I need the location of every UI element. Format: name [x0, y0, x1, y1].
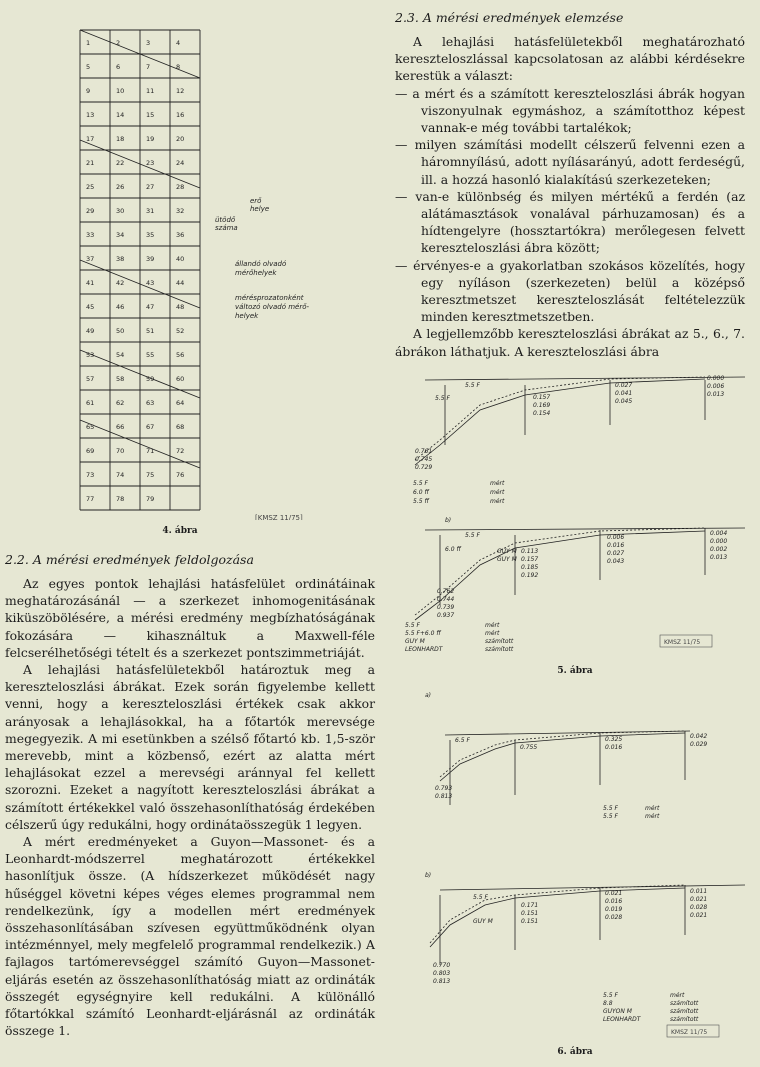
fig4-node-number: 10 — [116, 87, 125, 95]
fig4-node-number: 26 — [116, 183, 125, 191]
fig5b-label: b) — [445, 517, 452, 524]
fig5-stamp: KMSZ 11/75 — [664, 639, 701, 646]
question-4: — érvényes-e a gyakorlatban szokásos közelítés, hogy egy nyíláson (szerkezeten) belül a középső keresztmetszet kereszteloszlását feltételezzük minden keresztmetszetben. — [395, 257, 745, 325]
fig4-node-number: 73 — [86, 471, 95, 479]
fig4-node-number: 50 — [116, 327, 125, 335]
fig4-node-number: 6 — [116, 63, 121, 71]
fig6b-val5-0: 0.770 — [433, 962, 451, 969]
fig5b-val3-1: 0.016 — [607, 542, 625, 549]
fig6b-val1-0: 5.5 F — [473, 894, 488, 901]
fig4-node-number: 17 — [86, 135, 95, 143]
fig4-legend-2b: száma — [215, 224, 238, 232]
fig4-node-number: 63 — [146, 399, 155, 407]
fig6b-val3-2: 0.019 — [605, 906, 623, 913]
fig5b-val5-1: 0.744 — [437, 596, 455, 603]
fig5b-val4-3: 0.013 — [710, 554, 728, 561]
fig6b-val3-1: 0.016 — [605, 898, 623, 905]
fig5b-val5-0: 0.762 — [437, 588, 455, 595]
fig4-node-number: 21 — [86, 159, 95, 167]
fig6a-leg-r0: mért — [645, 805, 660, 812]
fig4-node-number: 39 — [146, 255, 155, 263]
fig4-node-number: 25 — [86, 183, 95, 191]
fig5a-leg-l2: 5.5 ff — [413, 498, 429, 505]
fig6-stamp: KMSZ 11/75 — [671, 1029, 708, 1036]
fig4-node-number: 49 — [86, 327, 95, 335]
fig6b-leg-r2: számított — [670, 1008, 699, 1015]
fig4-node-number: 8 — [176, 63, 181, 71]
fig4-node-number: 16 — [176, 111, 185, 119]
fig4-node-number: 3 — [146, 39, 151, 47]
fig5a-val5-2: 0.729 — [415, 464, 433, 471]
fig4-node-number: 32 — [176, 207, 185, 215]
fig4-node-number: 11 — [146, 87, 155, 95]
fig5a-val1-1: 5.5 F — [435, 395, 450, 402]
fig6a-label: a) — [425, 692, 432, 699]
fig6b-leg-r3: számított — [670, 1016, 699, 1023]
fig5b-val2-2: 0.185 — [521, 564, 539, 571]
fig4-node-number: 52 — [176, 327, 185, 335]
fig6a-val2-1: 0.016 — [605, 744, 623, 751]
fig4-node-number: 69 — [86, 447, 95, 455]
fig5a-leg-l0: 5.5 F — [413, 480, 428, 487]
fig4-node-number: 46 — [116, 303, 125, 311]
sec22-paragraph-1: Az egyes pontok lehajlási hatásfelület ordinátáinak meghatározásánál — a szerkezet inhomogenitásának kiküszöbölésére, a mérési eredmény megbízhatóságának fokozására — kihasználtuk a Maxwell-féle felcserélhetőségi tételt és a szerkezet pontszimmetriáját. — [5, 576, 375, 660]
fig5b-val2-1: 0.157 — [521, 556, 539, 563]
figure-6 — [385, 685, 760, 1045]
fig4-node-number: 55 — [146, 351, 155, 359]
fig4-node-number: 43 — [146, 279, 155, 287]
fig4-node-number: 13 — [86, 111, 95, 119]
fig4-legend-3a: állandó olvadó — [235, 260, 287, 268]
fig6a-val3-0: 0.042 — [690, 733, 708, 740]
fig6b-val2-2: 0.151 — [521, 918, 539, 925]
fig6a-val1-1: 0.755 — [520, 744, 538, 751]
fig4-node-number: 53 — [86, 351, 95, 359]
fig4-node-number: 2 — [116, 39, 121, 47]
fig4-node-number: 34 — [116, 231, 125, 239]
fig5b-leg-r0: mért — [485, 622, 500, 629]
fig5b-val2-3: 0.192 — [521, 572, 539, 579]
fig4-node-number: 76 — [176, 471, 185, 479]
fig6a-val2-0: 0.325 — [605, 736, 623, 743]
fig4-legend-4c: helyek — [235, 312, 259, 320]
fig4-node-number: 57 — [86, 375, 95, 383]
fig5a-val5-1: 0.745 — [415, 456, 433, 463]
fig4-node-number: 29 — [86, 207, 95, 215]
fig5a-val3-0: 0.027 — [615, 382, 633, 389]
fig5a-val4-1: 0.006 — [707, 383, 725, 390]
fig4-node-number: 14 — [116, 111, 125, 119]
fig6b-leg-l0: 5.5 F — [603, 992, 618, 999]
figure-5 — [385, 365, 760, 665]
sec23-closing: A legjellemzőbb kereszteloszlási ábrákat az 5., 6., 7. ábrákon láthatjuk. A kereszteloszlási ábra — [395, 326, 745, 359]
fig4-node-number: 58 — [116, 375, 125, 383]
fig4-node-number: 75 — [146, 471, 155, 479]
section-2-2-title: 2.2. A mérési eredmények feldolgozása — [5, 552, 254, 567]
fig4-node-number: 42 — [116, 279, 125, 287]
fig6b-leg-l2: GUYON M — [603, 1008, 632, 1015]
fig4-node-number: 38 — [116, 255, 125, 263]
fig4-node-number: 40 — [176, 255, 185, 263]
fig4-legend-4b: változó olvadó mérő- — [235, 303, 310, 311]
fig6b-val5-2: 0.813 — [433, 978, 451, 985]
fig4-node-number: 79 — [146, 495, 155, 503]
fig5b-val2-0: 0.113 — [521, 548, 539, 555]
fig6b-val4-2: 0.028 — [690, 904, 708, 911]
fig4-node-number: 64 — [176, 399, 185, 407]
fig5b-val4-2: 0.002 — [710, 546, 728, 553]
fig6a-val4-0: 0.793 — [435, 785, 453, 792]
fig6b-val3-3: 0.028 — [605, 914, 623, 921]
fig6a-leg-l1: 5.5 F — [603, 813, 618, 820]
fig4-node-number: 35 — [146, 231, 155, 239]
fig4-legend-4a: mérésprozatonként — [235, 294, 304, 302]
fig5b-val4-0: 0.004 — [710, 530, 728, 537]
fig5b-val1-1: GUY M — [497, 548, 517, 555]
fig4-node-number: 65 — [86, 423, 95, 431]
fig6a-leg-l0: 5.5 F — [603, 805, 618, 812]
fig4-node-number: 36 — [176, 231, 185, 239]
fig5b-leg-r1: mért — [485, 630, 500, 637]
fig4-node-number: 62 — [116, 399, 125, 407]
fig4-node-number: 41 — [86, 279, 95, 287]
fig6b-leg-r1: számított — [670, 1000, 699, 1007]
fig6a-val4-1: 0.813 — [435, 793, 453, 800]
fig5a-val2-1: 0.169 — [533, 402, 551, 409]
fig5b-leg-l0: 5.5 F — [405, 622, 420, 629]
fig4-node-number: 7 — [146, 63, 151, 71]
fig4-node-number: 54 — [116, 351, 125, 359]
fig5b-val5-3: 0.937 — [437, 612, 455, 619]
fig5a-val1-0: 5.5 F — [465, 382, 480, 389]
fig5a-val3-2: 0.045 — [615, 398, 633, 405]
fig4-node-number: 67 — [146, 423, 155, 431]
fig5a-val5-0: 0.761 — [415, 448, 433, 455]
fig5a-val4-2: 0.013 — [707, 391, 725, 398]
fig4-node-number: 24 — [176, 159, 185, 167]
fig6b-val4-1: 0.021 — [690, 896, 708, 903]
fig4-node-number: 15 — [146, 111, 155, 119]
fig6b-label: b) — [425, 872, 432, 879]
fig4-legend-3b: mérőhelyek — [235, 269, 277, 277]
fig5b-leg-l2: GUY M — [405, 638, 425, 645]
fig4-node-number: 74 — [116, 471, 125, 479]
fig4-legend-2a: ütödő — [215, 216, 236, 224]
fig5b-val5-2: 0.739 — [437, 604, 455, 611]
fig5a-val2-2: 0.154 — [533, 410, 551, 417]
fig5b-leg-r3: számított — [485, 646, 514, 653]
fig5b-leg-l1: 5.5 F+6.0 ff — [405, 630, 441, 637]
fig6-caption: 6. ábra — [557, 1047, 593, 1057]
fig6b-val3-0: 0.021 — [605, 890, 623, 897]
section-2-3-title: 2.3. A mérési eredmények elemzése — [395, 10, 624, 25]
fig5b-val3-3: 0.043 — [607, 558, 625, 565]
fig4-node-number: 19 — [146, 135, 155, 143]
fig4-node-number: 56 — [176, 351, 185, 359]
fig4-node-number: 30 — [116, 207, 125, 215]
fig5b-val1-3: 6.0 ff — [445, 546, 461, 553]
fig5b-val1-0: 5.5 F — [465, 532, 480, 539]
fig4-node-number: 45 — [86, 303, 95, 311]
fig6b-leg-l3: LEONHARDT — [603, 1016, 641, 1023]
fig6b-val2-0: 0.171 — [521, 902, 539, 909]
fig4-node-number: 60 — [176, 375, 185, 383]
fig4-node-number: 47 — [146, 303, 155, 311]
fig6a-val1-0: 6.5 F — [455, 737, 470, 744]
fig4-node-number: 1 — [86, 39, 91, 47]
fig4-node-number: 59 — [146, 375, 155, 383]
fig4-node-number: 48 — [176, 303, 185, 311]
fig4-node-number: 72 — [176, 447, 185, 455]
question-list — [395, 85, 745, 326]
fig5a-leg-r0: mért — [490, 480, 505, 487]
fig4-node-number: 23 — [146, 159, 155, 167]
fig4-node-number: 9 — [86, 87, 91, 95]
fig4-node-number: 78 — [116, 495, 125, 503]
fig4-node-number: 66 — [116, 423, 125, 431]
fig5b-leg-l3: LEONHARDT — [405, 646, 443, 653]
fig4-caption: 4. ábra — [162, 526, 198, 536]
fig4-node-number: 33 — [86, 231, 95, 239]
fig6a-val3-1: 0.029 — [690, 741, 708, 748]
fig6b-leg-l1: 8.8 — [603, 1000, 613, 1007]
fig4-node-number: 68 — [176, 423, 185, 431]
fig4-legend-1b: helye — [250, 205, 270, 213]
fig4-node-number: 77 — [86, 495, 95, 503]
question-1: — a mért és a számított kereszteloszlási ábrák hogyan viszonyulnak egymáshoz, a számítotthoz képest vannak-e még további tartalékok; — [395, 85, 745, 136]
fig4-node-number: 61 — [86, 399, 95, 407]
fig4-node-number: 22 — [116, 159, 125, 167]
fig4-node-number: 31 — [146, 207, 155, 215]
fig5-caption: 5. ábra — [557, 666, 593, 676]
fig4-node-number: 4 — [176, 39, 181, 47]
fig5a-leg-l1: 6.0 ff — [413, 489, 429, 496]
fig4-stamp: [KMSZ 11/75] — [255, 514, 303, 520]
fig5a-val3-1: 0.041 — [615, 390, 633, 397]
fig4-node-number: 20 — [176, 135, 185, 143]
fig4-node-number: 51 — [146, 327, 155, 335]
figure-4-grid-diagram — [40, 20, 370, 520]
fig6b-val5-1: 0.803 — [433, 970, 451, 977]
fig5b-val3-2: 0.027 — [607, 550, 625, 557]
figure-4 — [40, 20, 370, 540]
fig6b-val4-0: 0.011 — [690, 888, 708, 895]
fig6b-val4-3: 0.021 — [690, 912, 708, 919]
sec23-intro: A lehajlási hatásfelületekből meghatározható kereszteloszlással kapcsolatosan az alábbi kérdésekre kerestük a választ: — [395, 34, 745, 84]
fig5b-leg-r2: számított — [485, 638, 514, 645]
fig5b-val4-1: 0.000 — [710, 538, 728, 545]
fig4-legend-1a: erő — [250, 197, 262, 205]
fig4-node-number: 18 — [116, 135, 125, 143]
sec22-paragraph-2: A lehajlási hatásfelületekből határoztuk meg a kereszteloszlási ábrákat. Ezek során figyelembe kellett venni, hogy a kereszteloszlási értékek csak akkor arányosak a lehajlásokkal, ha a főtartók merevsége megegyezik. A mi esetünkben a szélső főtartó kb. 1,5-ször merevebb, mint a közbenső, ezért az alatta mért lehajlásokat ezzel a merevségi aránnyal fel kellett szorozni. Ezeket a nagyított kereszteloszlási ábrákat a számított értékekkel való összehasonlíthatóság érdekében célszerű úgy redukálni, hogy ordinátaösszegük 1 legyen. — [5, 662, 375, 832]
fig6b-val2-1: 0.151 — [521, 910, 539, 917]
fig4-node-number: 12 — [176, 87, 185, 95]
fig5a-val2-0: 0.157 — [533, 394, 551, 401]
fig5b-val3-0: 0.006 — [607, 534, 625, 541]
fig4-node-number: 5 — [86, 63, 91, 71]
fig4-node-number: 71 — [146, 447, 155, 455]
fig4-node-number: 44 — [176, 279, 185, 287]
fig4-node-number: 37 — [86, 255, 95, 263]
fig5b-val1-2: GUY M — [497, 556, 517, 563]
fig5a-leg-r1: mért — [490, 489, 505, 496]
fig4-node-number: 70 — [116, 447, 125, 455]
fig6b-val1-1: GUY M — [473, 918, 493, 925]
sec22-paragraph-3: A mért eredményeket a Guyon—Massonet- és a Leonhardt-módszerrel meghatározott értékekkel hasonlítjuk össze. (A hídszerkezet működését nagy hűséggel követni képes véges elemes programmal nem rendelkezünk, így a modellen mért eredmények összehasonlításában szívesen együttműködnénk olyan intézménnyel, mely megfelelő programmal rendelkezik.) A fajlagos tartómerevséggel számító Guyon—Massonet-eljárás esetén az összehasonlíthatóság miatt az ordináták összegét egységnyire kell redukálni. A különálló főtartókkal számító Leonhardt-eljárásnál az ordináták összege 1. — [5, 834, 375, 1039]
fig6b-leg-r0: mért — [670, 992, 685, 999]
fig4-node-number: 27 — [146, 183, 155, 191]
question-3: — van-e különbség és milyen mértékű a ferdén (az alátámasztások vonalával párhuzamosan) és a hídtengelyre (hossztartókra) merőlegesen felvett kereszteloszlási ábra között; — [395, 188, 745, 256]
fig5a-val4-0: 0.000 — [707, 375, 725, 382]
fig5a-leg-r2: mért — [490, 498, 505, 505]
fig6a-leg-r1: mért — [645, 813, 660, 820]
question-2: — milyen számítási modellt célszerű felvenni ezen a háromnyílású, adott nyílásarányú, adott ferdeségű, ill. a hozzá hasonló kialakítású szerkezeteken; — [395, 137, 745, 187]
fig4-node-number: 28 — [176, 183, 185, 191]
